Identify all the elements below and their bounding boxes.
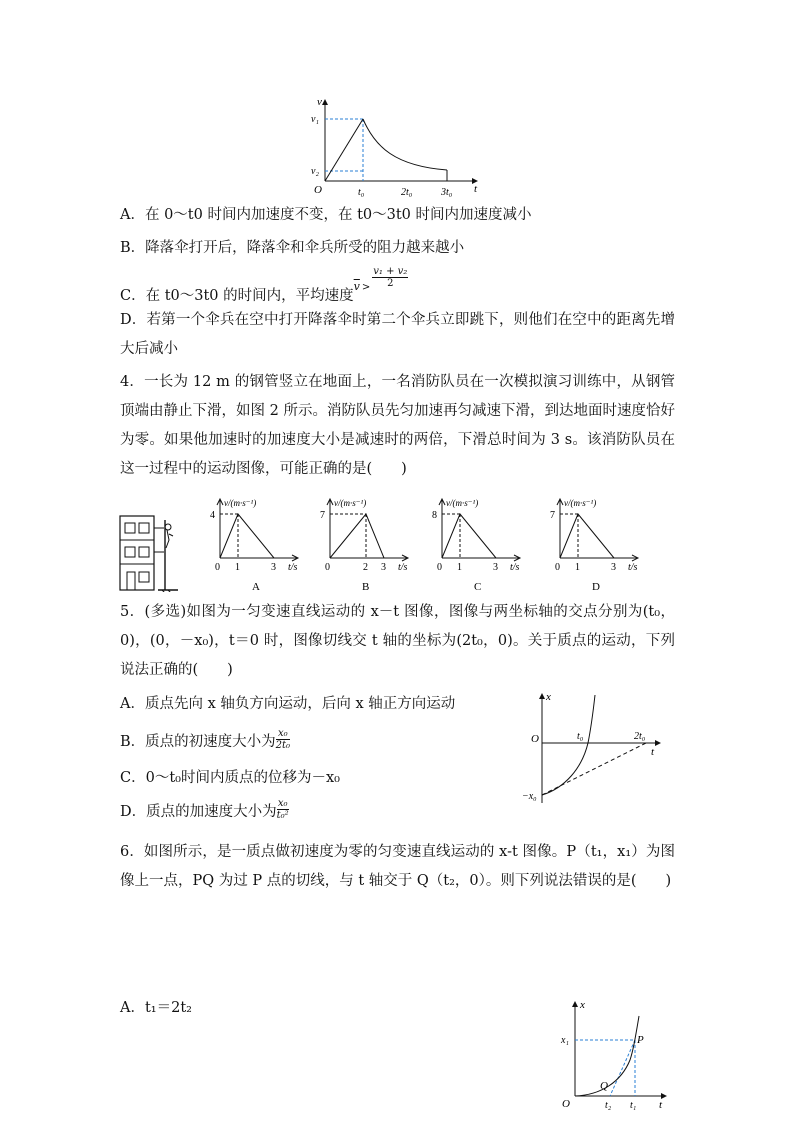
v2-label: v₂ bbox=[311, 166, 319, 177]
q5-d-fraction: $\frac{\text{x₀}}{\text{t₀²}}$ bbox=[276, 798, 289, 821]
t0-label: t₀ bbox=[358, 187, 365, 198]
q6-t1-label: t₁ bbox=[630, 1100, 637, 1110]
q6-option-a: A．t₁＝2t₂ bbox=[120, 1000, 192, 1016]
q4-graph-B-origin: 0 bbox=[325, 562, 330, 573]
q5-option-a: A．质点先向 x 轴负方向运动，后向 x 轴正方向运动 bbox=[120, 696, 456, 712]
q6-axis-x-label: x bbox=[580, 999, 585, 1011]
avg-velocity-fraction: $\frac{\text{v₁ + v₂}}{2}$ bbox=[373, 266, 408, 289]
q4-graph-A-letter: A bbox=[252, 581, 260, 593]
q4-graph-B-letter: B bbox=[362, 581, 370, 593]
q4-graph-A-ylabel: v/(m·s⁻¹) bbox=[224, 498, 257, 508]
q4-graph-C-xlabel: t/s bbox=[510, 562, 520, 573]
q4-graph-D-t1-label: 1 bbox=[575, 562, 580, 573]
q5-origin-label: O bbox=[531, 733, 539, 745]
q4-graph-D-ylabel: v/(m·s⁻¹) bbox=[564, 498, 597, 508]
q4-graph-C-ylabel: v/(m·s⁻¹) bbox=[446, 498, 479, 508]
q6-q-label: Q bbox=[600, 1080, 608, 1092]
origin-label: O bbox=[314, 184, 322, 196]
q4-graph-A-xlabel: t/s bbox=[288, 562, 298, 573]
q6-t2-label: t₂ bbox=[605, 1100, 612, 1110]
q6-p-label: P bbox=[637, 1034, 644, 1046]
q6-x1-label: x₁ bbox=[561, 1035, 569, 1046]
q3-option-c bbox=[120, 266, 408, 304]
q4-graph-A-t1-label: 1 bbox=[235, 562, 240, 573]
v1-label: v₁ bbox=[311, 114, 319, 125]
q5-text: 5．(多选)如图为一匀变速直线运动的 x－t 图像，图像与两坐标轴的交点分别为(t₀，0)，(0，－x₀)，t＝0 时，图像切线交 t 轴的坐标为(2t₀，0)。关于质点的运动，下列说法正确的( ) bbox=[120, 604, 675, 678]
axis-t-label: t bbox=[474, 183, 478, 195]
q4-graph-B-t1-label: 2 bbox=[363, 562, 368, 573]
vbar-symbol: v bbox=[353, 279, 360, 293]
q6-origin-label: O bbox=[562, 1098, 570, 1110]
q4-graph-D-origin: 0 bbox=[555, 562, 560, 573]
q5-option-c: C．0～t₀时间内质点的位移为－x₀ bbox=[120, 770, 340, 786]
2t0-label: 2t₀ bbox=[401, 187, 413, 198]
building-pole-image bbox=[118, 514, 180, 592]
q3-option-c-text: C．在 t0～3t0 的时间内，平均速度 bbox=[120, 287, 354, 304]
q5-2t0-label: 2t₀ bbox=[634, 731, 646, 742]
3t0-label: 3t₀ bbox=[441, 187, 453, 198]
q6-text: 6．如图所示，是一质点做初速度为零的匀变速直线运动的 x-t 图像。P（t₁，x₁）为图像上一点，PQ 为过 P 点的切线，与 t 轴交于 Q（t₂，0）。则下列说法错误的是( ) bbox=[120, 844, 675, 889]
q4-graph-A-origin: 0 bbox=[215, 562, 220, 573]
q5-b-fraction: $\frac{\text{x₀}}{\text{2t₀}}$ bbox=[275, 728, 291, 751]
q5-option-b bbox=[120, 728, 290, 751]
q4-graph-B-ylabel: v/(m·s⁻¹) bbox=[334, 498, 367, 508]
velocity-time-figure bbox=[305, 92, 490, 202]
q5-option-d bbox=[120, 798, 289, 821]
q5-axis-t-label: t bbox=[651, 746, 655, 758]
q5-negx0-label: −x₀ bbox=[522, 791, 537, 802]
q4-graph-C-velocity-line bbox=[442, 514, 496, 558]
q5-xt-figure bbox=[520, 688, 670, 806]
q4-graph-group bbox=[210, 498, 638, 593]
q3-option-a: A．在 0～t0 时间内加速度不变，在 t0～3t0 时间内加速度减小 bbox=[120, 207, 532, 223]
q5-t0-label: t₀ bbox=[577, 731, 584, 742]
q4-graphs bbox=[200, 494, 660, 596]
gt-symbol: > bbox=[361, 281, 371, 293]
q4-text: 4．一长为 12 m 的钢管竖立在地面上，一名消防队员在一次模拟演习训练中，从钢管顶端由静止下滑，如图 2 所示。消防队员先匀加速再匀减速下滑，到达地面时速度恰好为零。如果他加速时的加速度大小是减速时的两倍，下滑总时间为 3 s。该消防队员在这一过程中的运动图像，可能正确的是( ) bbox=[120, 374, 675, 477]
q4-graph-C-origin: 0 bbox=[437, 562, 442, 573]
q4-graph-A-t3-label: 3 bbox=[271, 562, 276, 573]
q4-graph-A-velocity-line bbox=[220, 514, 274, 558]
q6-xt-figure bbox=[556, 996, 674, 1110]
q3-option-d: D．若第一个伞兵在空中打开降落伞时第二个伞兵立即跳下，则他们在空中的距离先增大后减小 bbox=[120, 312, 675, 357]
q4-graph-C-letter: C bbox=[474, 581, 482, 593]
q6-axis-t-label: t bbox=[659, 1099, 663, 1110]
q4-graph-D-velocity-line bbox=[560, 514, 614, 558]
axis-v-label: v bbox=[317, 96, 322, 108]
q5-axis-x-label: x bbox=[546, 691, 551, 703]
q3-option-b: B．降落伞打开后，降落伞和伞兵所受的阻力越来越小 bbox=[120, 240, 465, 256]
q4-graph-D-peak-label: 7 bbox=[550, 510, 555, 521]
q5-option-d-text: D．质点的加速度大小为 bbox=[120, 803, 277, 820]
q4-graph-D-letter: D bbox=[592, 581, 600, 593]
q4-graph-B-t3-label: 3 bbox=[381, 562, 386, 573]
q4-graph-C-t1-label: 1 bbox=[457, 562, 462, 573]
q4-graph-C-peak-label: 8 bbox=[432, 510, 437, 521]
q4-graph-B-peak-label: 7 bbox=[320, 510, 325, 521]
q4-graph-C-t3-label: 3 bbox=[493, 562, 498, 573]
q4-graph-B-velocity-line bbox=[330, 514, 384, 558]
q4-graph-B-xlabel: t/s bbox=[398, 562, 408, 573]
q4-graph-D-t3-label: 3 bbox=[611, 562, 616, 573]
q4-graph-D-xlabel: t/s bbox=[628, 562, 638, 573]
q4-graph-A-peak-label: 4 bbox=[210, 510, 215, 521]
q5-option-b-text: B．质点的初速度大小为 bbox=[120, 733, 276, 750]
